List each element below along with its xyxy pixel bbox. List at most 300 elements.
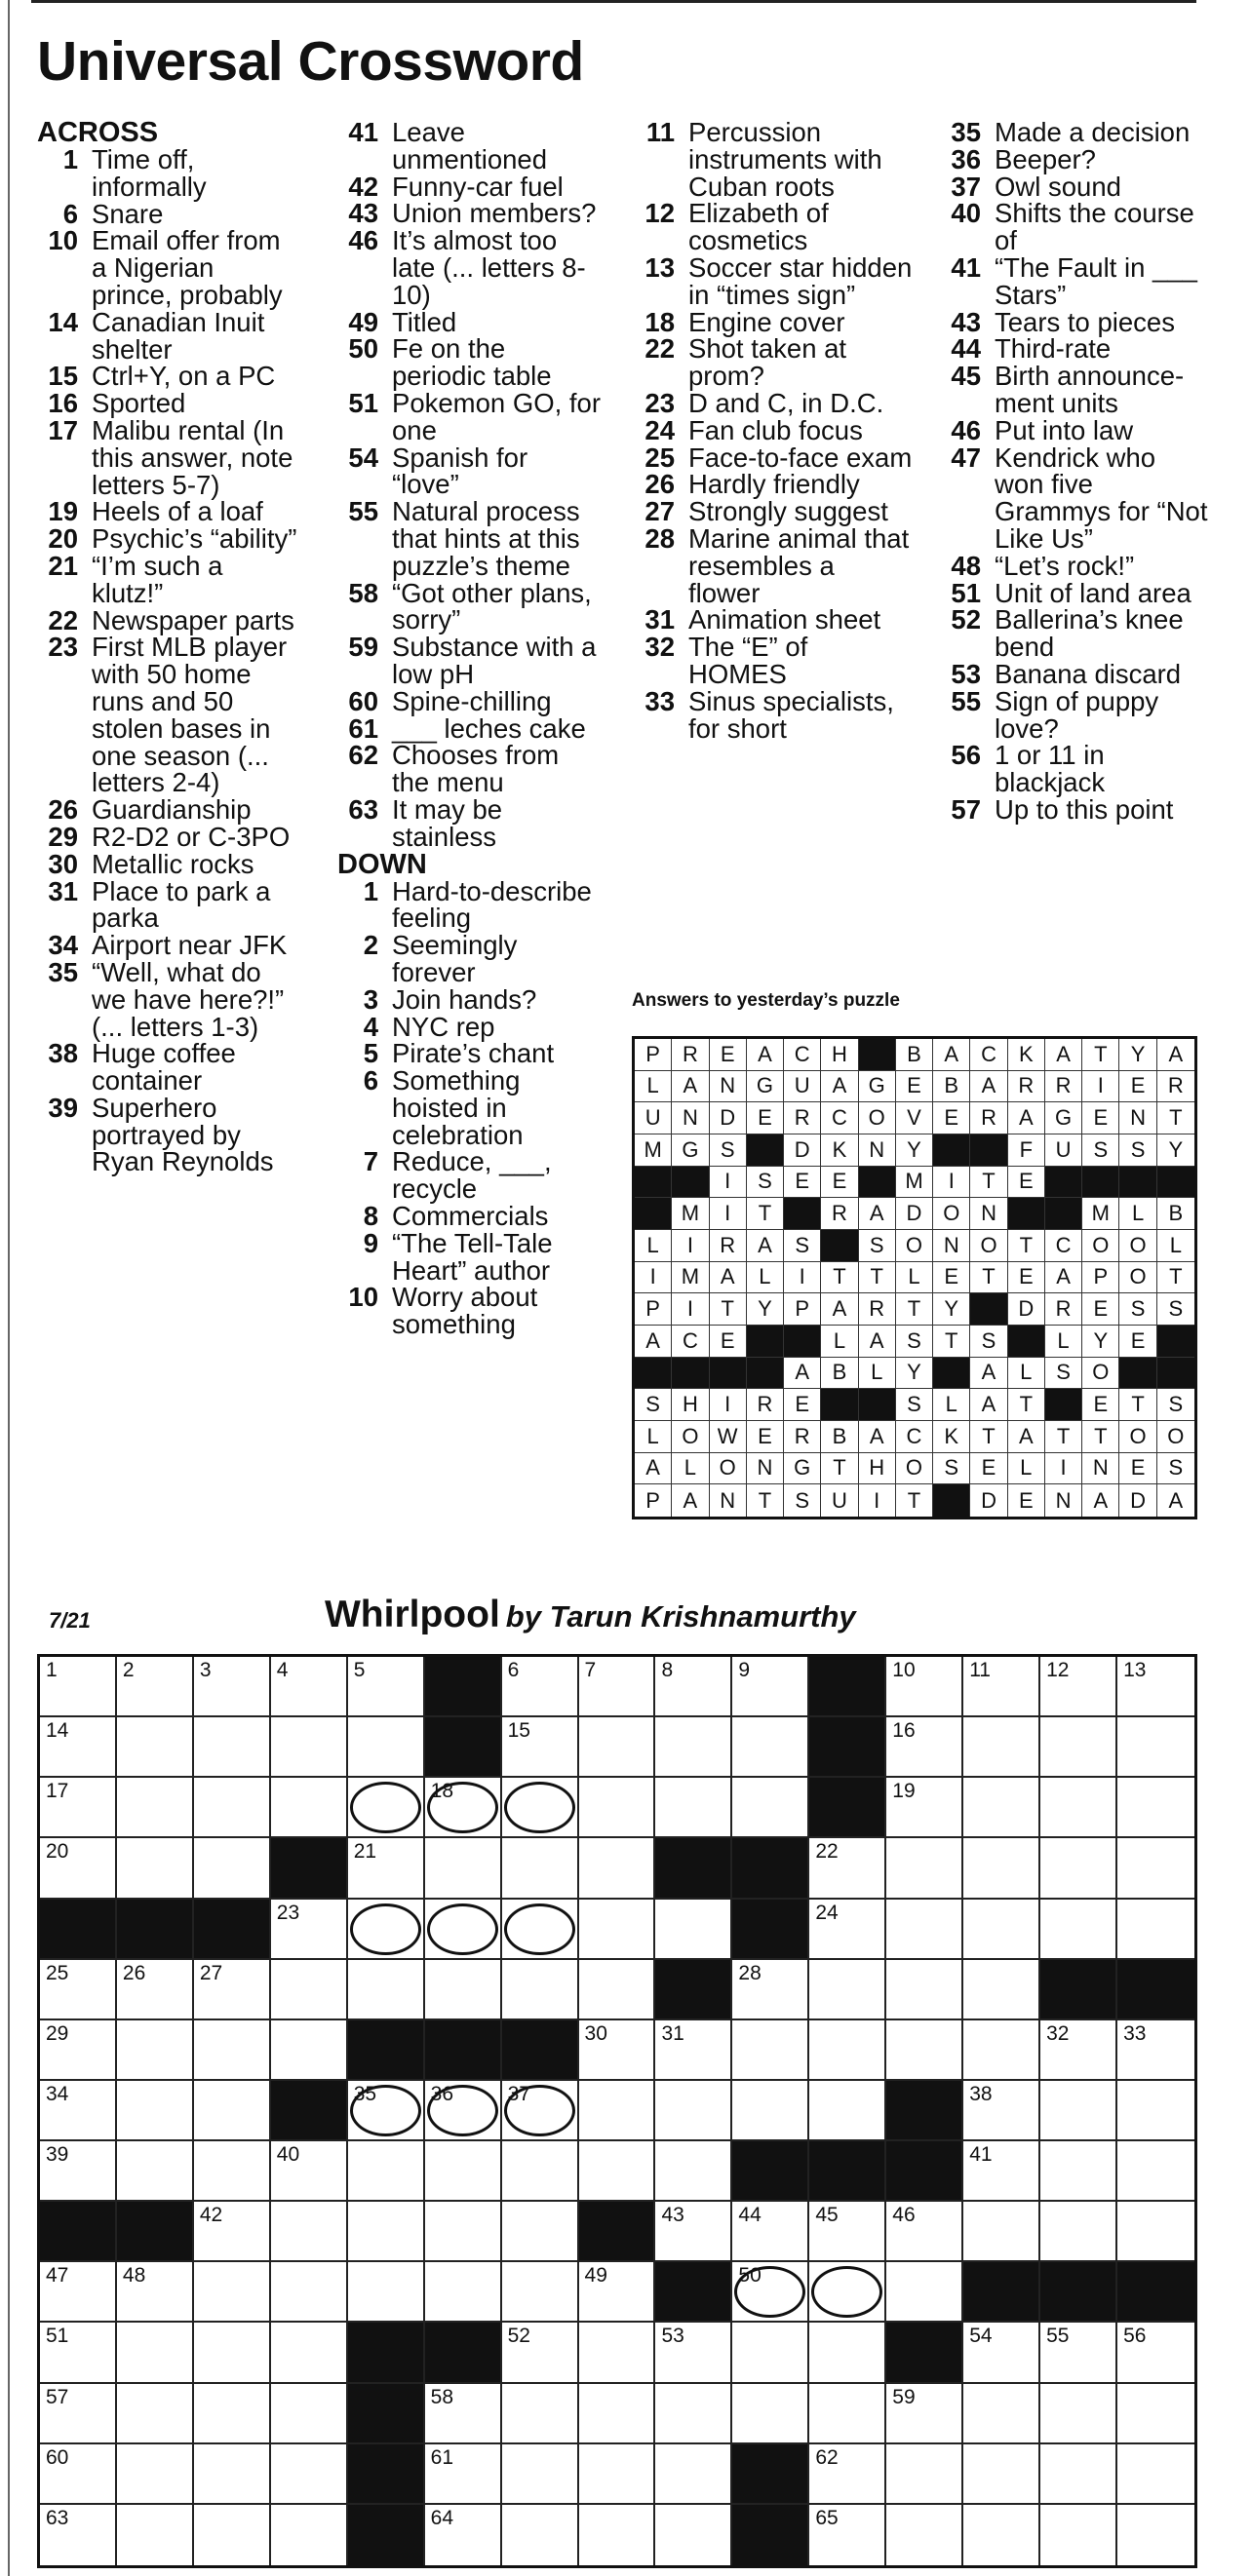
grid-cell[interactable] <box>579 1717 656 1778</box>
grid-cell[interactable] <box>886 2444 963 2505</box>
black-square <box>40 2202 117 2262</box>
grid-cell[interactable] <box>194 2323 271 2383</box>
grid-cell[interactable] <box>809 2384 886 2444</box>
answer-cell: C <box>672 1326 709 1358</box>
grid-cell[interactable] <box>1040 1717 1117 1778</box>
answer-cell: Y <box>1082 1326 1119 1358</box>
grid-cell[interactable] <box>655 1900 732 1960</box>
grid-cell[interactable] <box>502 2202 579 2262</box>
grid-cell[interactable] <box>348 1960 425 2020</box>
answer-cell: S <box>1119 1134 1156 1167</box>
grid-cell[interactable] <box>579 2020 656 2081</box>
answer-cell: O <box>896 1230 933 1262</box>
across-clue <box>37 306 300 365</box>
grid-cell[interactable] <box>194 2081 271 2141</box>
grid-cell[interactable] <box>425 1778 502 1838</box>
grid-cell[interactable] <box>502 1900 579 1960</box>
grid-cell[interactable] <box>271 1900 348 1960</box>
answer-black-square <box>821 1230 858 1262</box>
answer-cell: L <box>635 1071 672 1103</box>
grid-cell[interactable] <box>1040 2505 1117 2565</box>
clue-text: Fan club focus <box>688 414 863 445</box>
clue-text: Ctrl+Y, on a PC <box>92 361 276 392</box>
grid-cell[interactable] <box>1117 2141 1194 2202</box>
grid-cell[interactable] <box>732 1657 809 1717</box>
clue-number: 15 <box>48 361 78 392</box>
down-clue <box>640 498 913 525</box>
grid-cell[interactable] <box>271 2020 348 2081</box>
grid-cell[interactable] <box>732 1717 809 1778</box>
clue-text: Psychic’s “ability” <box>92 523 297 555</box>
grid-cell[interactable] <box>194 1657 271 1717</box>
grid-cell[interactable] <box>271 1778 348 1838</box>
grid-cell[interactable] <box>963 2141 1040 2202</box>
answer-cell: T <box>970 1262 1007 1294</box>
grid-cell[interactable] <box>1117 1900 1194 1960</box>
grid-cell[interactable] <box>40 2081 117 2141</box>
grid-cell[interactable] <box>655 2202 732 2262</box>
grid-cell[interactable] <box>963 2323 1040 2383</box>
grid-cell[interactable] <box>886 2020 963 2081</box>
clue-text: Email offer from a Nigerian prince, probably <box>92 225 283 310</box>
answer-cell: A <box>784 1358 821 1390</box>
answer-black-square <box>1045 1198 1082 1230</box>
across-clue <box>37 227 300 308</box>
grid-cell[interactable] <box>425 1838 502 1899</box>
answer-cell: E <box>896 1071 933 1103</box>
clue-text: Banana discard <box>995 658 1182 689</box>
grid-cell[interactable] <box>194 1838 271 1899</box>
grid-cell[interactable] <box>579 2262 656 2323</box>
grid-cell[interactable] <box>40 1960 117 2020</box>
grid-cell[interactable] <box>809 2081 886 2141</box>
grid-cell[interactable] <box>271 1960 348 2020</box>
grid-cell[interactable] <box>655 2505 732 2565</box>
clue-number: 20 <box>48 523 78 555</box>
grid-cell[interactable] <box>194 2505 271 2565</box>
grid-cell[interactable] <box>271 2505 348 2565</box>
grid-cell[interactable] <box>732 2262 809 2323</box>
grid-cell[interactable] <box>886 1778 963 1838</box>
grid-cell[interactable] <box>655 2081 732 2141</box>
grid-cell[interactable] <box>886 2505 963 2565</box>
grid-cell[interactable] <box>502 1717 579 1778</box>
answer-cell: T <box>747 1198 784 1230</box>
cell-number: 61 <box>430 2445 454 2469</box>
grid-cell[interactable] <box>963 2020 1040 2081</box>
down-clue <box>942 335 1210 363</box>
answer-cell: L <box>635 1421 672 1453</box>
grid-cell[interactable] <box>425 2444 502 2505</box>
across-clue <box>337 498 601 579</box>
grid-cell[interactable] <box>348 2202 425 2262</box>
grid-cell[interactable] <box>1040 1838 1117 1899</box>
answer-cell: L <box>1119 1198 1156 1230</box>
grid-cell[interactable] <box>1117 1657 1194 1717</box>
grid-cell[interactable] <box>579 2323 656 2383</box>
black-square <box>425 1657 502 1717</box>
answer-cell: N <box>970 1198 1007 1230</box>
grid-cell[interactable] <box>809 1900 886 1960</box>
grid-cell[interactable] <box>1040 2444 1117 2505</box>
grid-cell[interactable] <box>732 2081 809 2141</box>
clue-text: Beeper? <box>995 143 1096 174</box>
grid-cell[interactable] <box>886 2384 963 2444</box>
grid-cell[interactable] <box>40 2020 117 2081</box>
cell-number: 13 <box>1123 1659 1147 1681</box>
grid-cell[interactable] <box>655 1778 732 1838</box>
grid-cell[interactable] <box>732 2202 809 2262</box>
grid-cell[interactable] <box>194 2202 271 2262</box>
clue-number: 63 <box>348 793 378 825</box>
grid-cell[interactable] <box>117 1657 194 1717</box>
across-clue <box>37 932 300 959</box>
grid-cell[interactable] <box>732 1778 809 1838</box>
grid-cell[interactable] <box>502 2262 579 2323</box>
grid-cell[interactable] <box>40 2262 117 2323</box>
clue-number: 46 <box>348 225 378 256</box>
answer-cell: D <box>710 1102 747 1134</box>
grid-cell[interactable] <box>655 1657 732 1717</box>
clue-text: “The Fault in ___ Stars” <box>995 251 1197 310</box>
grid-cell[interactable] <box>40 2384 117 2444</box>
grid-cell[interactable] <box>963 2202 1040 2262</box>
grid-cell[interactable] <box>1040 2141 1117 2202</box>
answer-cell: T <box>970 1167 1007 1199</box>
answer-cell: T <box>970 1421 1007 1453</box>
clue-number: 26 <box>48 794 78 826</box>
answer-cell: W <box>710 1421 747 1453</box>
across-clue <box>37 363 300 390</box>
circle-marker <box>427 1903 498 1955</box>
grid-cell[interactable] <box>502 2081 579 2141</box>
grid-cell[interactable] <box>963 1778 1040 1838</box>
grid-cell[interactable] <box>348 1778 425 1838</box>
down-clue <box>942 173 1210 201</box>
grid-cell[interactable] <box>271 1717 348 1778</box>
grid-cell[interactable] <box>194 1960 271 2020</box>
grid-cell[interactable] <box>655 2323 732 2383</box>
clue-text: Unit of land area <box>995 577 1191 608</box>
answer-cell: O <box>1157 1421 1194 1453</box>
answer-cell: A <box>1008 1102 1045 1134</box>
grid-cell[interactable] <box>886 2262 963 2323</box>
grid-cell[interactable] <box>886 1838 963 1899</box>
grid-cell[interactable] <box>117 2020 194 2081</box>
grid-cell[interactable] <box>886 1900 963 1960</box>
clue-text: “Got other plans, sorry” <box>392 577 592 635</box>
answer-cell: L <box>747 1262 784 1294</box>
grid-cell[interactable] <box>655 2384 732 2444</box>
cell-number: 56 <box>1123 2325 1147 2348</box>
grid-cell[interactable] <box>1040 2323 1117 2383</box>
cell-number: 32 <box>1046 2021 1070 2045</box>
clue-text: Newspaper parts <box>92 604 294 635</box>
down-clue <box>942 658 1210 689</box>
grid-cell[interactable] <box>348 2141 425 2202</box>
down-clue <box>942 685 1210 744</box>
answer-cell: O <box>1082 1230 1119 1262</box>
clue-text: Snare <box>92 198 164 229</box>
grid-cell[interactable] <box>502 2141 579 2202</box>
grid-cell[interactable] <box>271 2202 348 2262</box>
grid-cell[interactable] <box>502 2323 579 2383</box>
grid-cell[interactable] <box>271 2262 348 2323</box>
grid-cell[interactable] <box>579 2505 656 2565</box>
grid-cell[interactable] <box>809 2505 886 2565</box>
clue-number: 18 <box>645 306 675 337</box>
grid-cell[interactable] <box>117 1838 194 1899</box>
grid-cell[interactable] <box>886 1657 963 1717</box>
answer-cell: S <box>1157 1293 1194 1326</box>
answer-cell: K <box>821 1134 858 1167</box>
grid-cell[interactable] <box>732 2384 809 2444</box>
grid-cell[interactable] <box>425 2202 502 2262</box>
clue-number: 10 <box>348 1282 378 1313</box>
grid-cell[interactable] <box>348 1657 425 1717</box>
grid-cell[interactable] <box>425 2081 502 2141</box>
grid-cell[interactable] <box>502 2444 579 2505</box>
grid-cell[interactable] <box>40 1838 117 1899</box>
grid-cell[interactable] <box>194 2020 271 2081</box>
grid-cell[interactable] <box>1117 1717 1194 1778</box>
grid-cell[interactable] <box>502 1838 579 1899</box>
grid-cell[interactable] <box>963 2081 1040 2141</box>
grid-cell[interactable] <box>655 2141 732 2202</box>
grid-cell[interactable] <box>579 1838 656 1899</box>
grid-cell[interactable] <box>809 1838 886 1899</box>
grid-cell[interactable] <box>348 1838 425 1899</box>
grid-cell[interactable] <box>1040 2081 1117 2141</box>
answer-cell: D <box>970 1484 1007 1517</box>
cell-number: 52 <box>507 2325 530 2348</box>
grid-cell[interactable] <box>1040 2020 1117 2081</box>
clue-text: Pokemon GO, for one <box>392 387 601 445</box>
grid-cell[interactable] <box>117 2141 194 2202</box>
grid-cell[interactable] <box>886 1960 963 2020</box>
grid-cell[interactable] <box>194 2384 271 2444</box>
across-clue <box>337 119 601 173</box>
answer-black-square <box>933 1484 970 1517</box>
grid-cell[interactable] <box>1117 1778 1194 1838</box>
grid-cell[interactable] <box>271 2323 348 2383</box>
across-clue <box>37 604 300 635</box>
grid-cell[interactable] <box>1117 2020 1194 2081</box>
clue-text: Metallic rocks <box>92 848 254 879</box>
grid-cell[interactable] <box>502 1657 579 1717</box>
answer-cell: T <box>1008 1230 1045 1262</box>
grid-cell[interactable] <box>502 2384 579 2444</box>
grid-cell[interactable] <box>886 2202 963 2262</box>
grid-cell[interactable] <box>40 1657 117 1717</box>
grid-cell[interactable] <box>425 2141 502 2202</box>
clue-number: 36 <box>951 143 981 174</box>
grid-cell[interactable] <box>579 2141 656 2202</box>
grid-cell[interactable] <box>271 2141 348 2202</box>
grid-cell[interactable] <box>963 1838 1040 1899</box>
answer-cell: M <box>672 1198 709 1230</box>
grid-cell[interactable] <box>579 2081 656 2141</box>
grid-cell[interactable] <box>271 2384 348 2444</box>
clue-text: Time off, informally <box>92 144 207 202</box>
grid-cell[interactable] <box>425 2384 502 2444</box>
grid-cell[interactable] <box>40 2444 117 2505</box>
answer-cell: P <box>635 1293 672 1326</box>
grid-cell[interactable] <box>117 1717 194 1778</box>
grid-cell[interactable] <box>502 1960 579 2020</box>
grid-cell[interactable] <box>348 2262 425 2323</box>
grid-cell[interactable] <box>886 1717 963 1778</box>
clue-text: Spine-chilling <box>392 685 552 716</box>
grid-cell[interactable] <box>117 2262 194 2323</box>
grid-cell[interactable] <box>655 2444 732 2505</box>
answer-cell: Y <box>896 1358 933 1390</box>
answer-cell: I <box>672 1230 709 1262</box>
grid-cell[interactable] <box>194 2262 271 2323</box>
grid-cell[interactable] <box>194 2444 271 2505</box>
grid-cell[interactable] <box>732 2323 809 2383</box>
grid-cell[interactable] <box>117 2384 194 2444</box>
grid-cell[interactable] <box>502 2505 579 2565</box>
clue-text: Natural process that hints at this puzzle’s theme <box>392 496 580 581</box>
grid-cell[interactable] <box>963 1717 1040 1778</box>
answer-cell: G <box>784 1453 821 1485</box>
answer-black-square <box>672 1167 709 1199</box>
answer-cell: M <box>672 1262 709 1294</box>
grid-cell[interactable] <box>1040 2384 1117 2444</box>
answer-black-square <box>933 1134 970 1167</box>
cell-number: 7 <box>584 1659 597 1681</box>
grid-cell[interactable] <box>40 2505 117 2565</box>
clue-number: 55 <box>951 685 981 716</box>
grid-cell[interactable] <box>348 1717 425 1778</box>
grid-cell[interactable] <box>117 1960 194 2020</box>
grid-cell[interactable] <box>1117 2081 1194 2141</box>
grid-cell[interactable] <box>1040 1657 1117 1717</box>
grid-cell[interactable] <box>502 1778 579 1838</box>
answer-cell: L <box>1045 1326 1082 1358</box>
answer-black-square <box>859 1167 896 1199</box>
grid-cell[interactable] <box>40 2323 117 2383</box>
answer-cell: E <box>1119 1326 1156 1358</box>
answer-cell: O <box>1119 1230 1156 1262</box>
clue-text: “Let’s rock!” <box>995 550 1135 581</box>
grid-cell[interactable] <box>1117 1838 1194 1899</box>
grid-cell[interactable] <box>1117 2323 1194 2383</box>
grid-cell[interactable] <box>194 1778 271 1838</box>
grid-cell[interactable] <box>271 1657 348 1717</box>
cell-number: 47 <box>46 2264 69 2288</box>
answer-cell: E <box>1008 1484 1045 1517</box>
grid-cell[interactable] <box>1040 2202 1117 2262</box>
grid-cell[interactable] <box>117 2505 194 2565</box>
answer-cell: T <box>1008 1389 1045 1421</box>
grid-cell[interactable] <box>40 1778 117 1838</box>
clue-number: 26 <box>645 469 675 500</box>
grid-cell[interactable] <box>1117 2505 1194 2565</box>
grid-cell[interactable] <box>425 2262 502 2323</box>
grid-cell[interactable] <box>348 1900 425 1960</box>
grid-cell[interactable] <box>963 2444 1040 2505</box>
cell-number: 19 <box>892 1780 916 1803</box>
grid-cell[interactable] <box>809 2202 886 2262</box>
grid-cell[interactable] <box>117 2081 194 2141</box>
grid-cell[interactable] <box>809 2020 886 2081</box>
grid-cell[interactable] <box>963 1657 1040 1717</box>
grid-cell[interactable] <box>579 1900 656 1960</box>
grid-cell[interactable] <box>579 2444 656 2505</box>
clue-number: 38 <box>48 1038 78 1069</box>
grid-cell[interactable] <box>271 2444 348 2505</box>
clue-text: NYC rep <box>392 1011 495 1042</box>
grid-cell[interactable] <box>963 2384 1040 2444</box>
grid-cell[interactable] <box>1040 1900 1117 1960</box>
grid-cell[interactable] <box>40 2141 117 2202</box>
grid-cell[interactable] <box>117 2323 194 2383</box>
grid-cell[interactable] <box>655 1717 732 1778</box>
clue-number: 8 <box>363 1201 378 1232</box>
clue-text: Worry about something <box>392 1282 538 1340</box>
clue-number: 57 <box>951 793 981 825</box>
answer-cell: A <box>1168 1487 1184 1513</box>
grid-cell[interactable] <box>579 1657 656 1717</box>
grid-cell[interactable] <box>1040 1778 1117 1838</box>
grid-cell[interactable] <box>809 1960 886 2020</box>
grid-cell[interactable] <box>40 1717 117 1778</box>
clue-number: 48 <box>951 550 981 581</box>
grid-cell[interactable] <box>425 1900 502 1960</box>
grid-cell[interactable] <box>117 2444 194 2505</box>
clue-number: 44 <box>951 333 981 365</box>
grid-cell[interactable] <box>117 1778 194 1838</box>
grid-cell[interactable] <box>809 2262 886 2323</box>
answer-black-square <box>1008 1326 1045 1358</box>
grid-cell[interactable] <box>579 1960 656 2020</box>
clue-text: Sign of puppy love? <box>995 685 1159 744</box>
black-square <box>732 2141 809 2202</box>
grid-cell[interactable] <box>809 2444 886 2505</box>
grid-cell[interactable] <box>425 1960 502 2020</box>
grid-cell[interactable] <box>1117 2384 1194 2444</box>
across-clue <box>37 1092 300 1177</box>
grid-cell[interactable] <box>1117 2444 1194 2505</box>
grid-cell[interactable] <box>579 1778 656 1838</box>
clue-text: Tears to pieces <box>995 306 1175 337</box>
grid-cell[interactable] <box>963 2505 1040 2565</box>
answer-cell: P <box>1082 1262 1119 1294</box>
grid-cell[interactable] <box>194 1717 271 1778</box>
clue-text: Leave unmentioned <box>392 117 548 174</box>
answer-cell: I <box>1045 1453 1082 1485</box>
grid-cell[interactable] <box>809 2323 886 2383</box>
answer-cell: R <box>1157 1071 1194 1103</box>
answer-cell: S <box>1082 1134 1119 1167</box>
grid-cell[interactable] <box>1117 2202 1194 2262</box>
grid-cell[interactable] <box>732 2020 809 2081</box>
grid-cell[interactable] <box>194 2141 271 2202</box>
grid-cell[interactable] <box>348 2081 425 2141</box>
clue-number: 2 <box>363 930 378 961</box>
grid-cell[interactable] <box>655 2020 732 2081</box>
grid-cell[interactable] <box>963 1960 1040 2020</box>
grid-cell[interactable] <box>732 1960 809 2020</box>
clue-number: 14 <box>48 306 78 337</box>
grid-cell[interactable] <box>963 1900 1040 1960</box>
grid-cell[interactable] <box>579 2384 656 2444</box>
clue-number: 23 <box>645 387 675 418</box>
down-clue <box>337 932 601 986</box>
grid-cell[interactable] <box>425 2505 502 2565</box>
